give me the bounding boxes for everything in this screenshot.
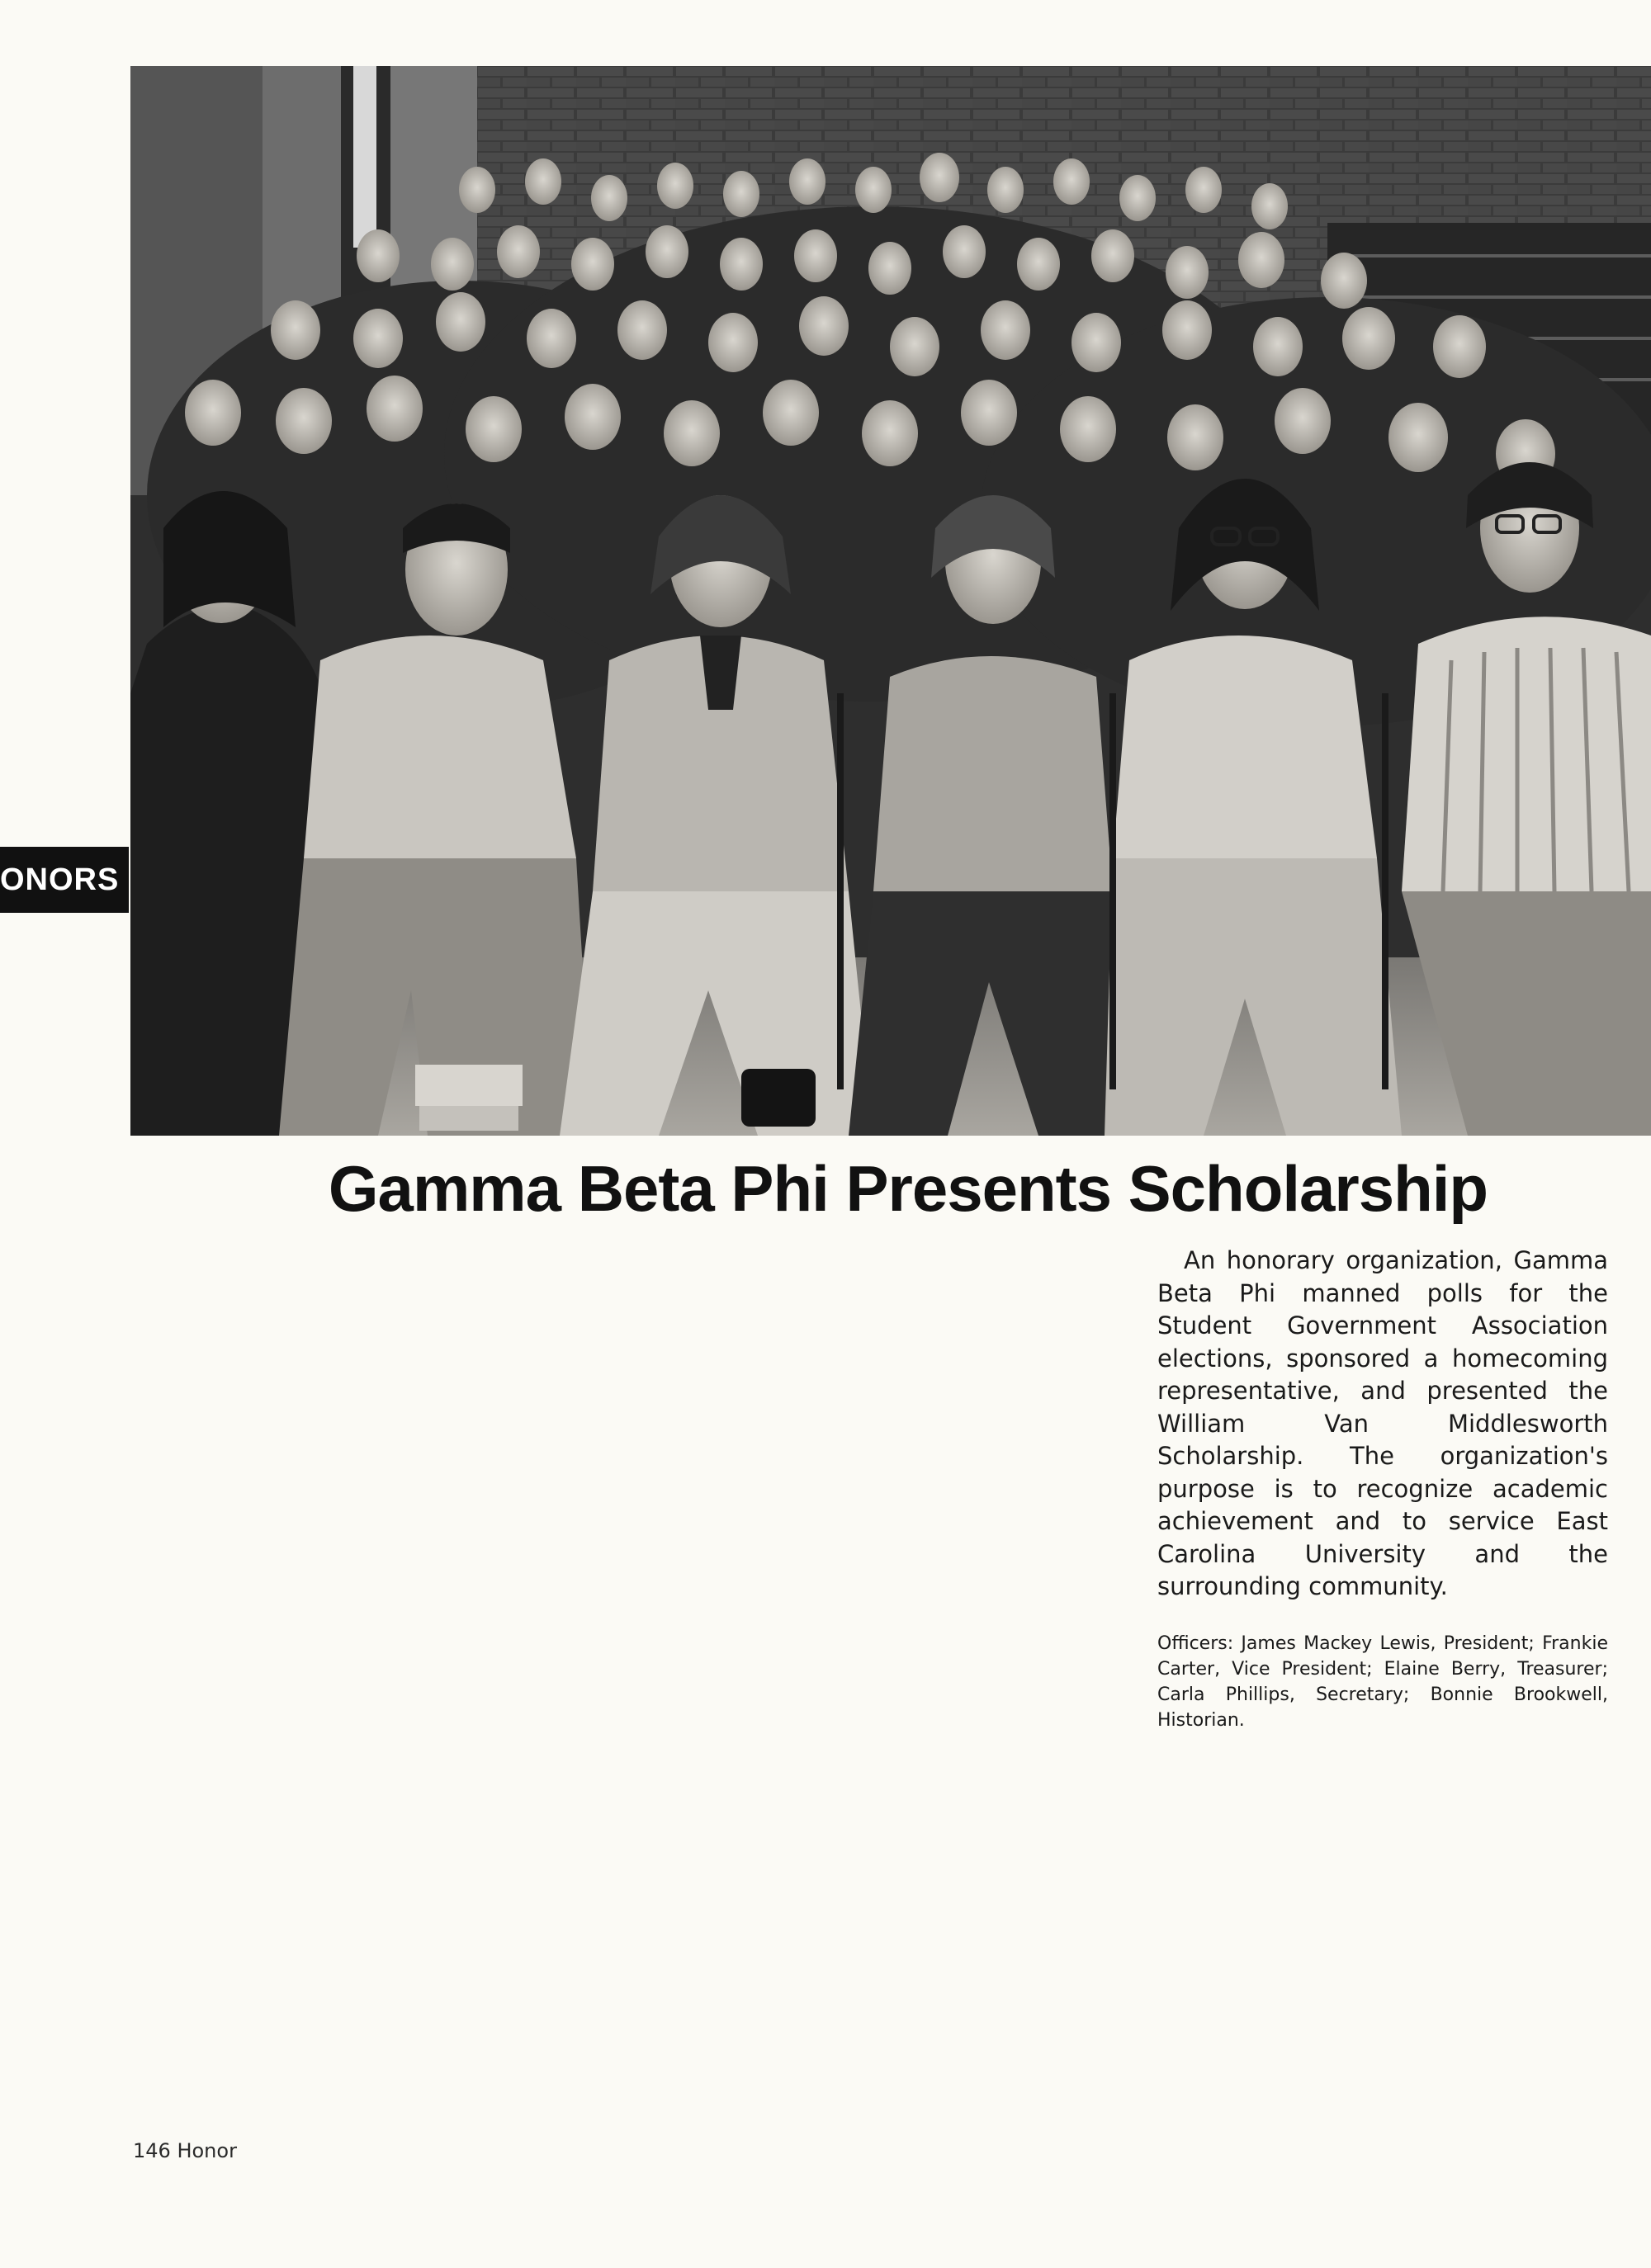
group-photo-icon xyxy=(130,66,1651,1136)
officers-list: Officers: James Mackey Lewis, President; Frankie Carter, Vice President; Elaine Berry, Treasurer; Carla Phillips, Secretary; Bonnie Brookwell, Historian. xyxy=(1157,1633,1608,1731)
headline: Gamma Beta Phi Presents Scholarship xyxy=(328,1152,1488,1225)
body-paragraph: An honorary organization, Gamma Beta Phi manned polls for the Student Government Association elections, sponsored a homecoming representative, and presented the William Van Middlesworth Scholarship. The organization's purpose is to recognize academic achievement and to service East Carolina University and the surrounding community. xyxy=(1157,1246,1608,1600)
section-tab: ONORS xyxy=(0,847,129,913)
group-photo xyxy=(130,66,1651,1136)
page-number: 146 Honor xyxy=(133,2139,237,2162)
